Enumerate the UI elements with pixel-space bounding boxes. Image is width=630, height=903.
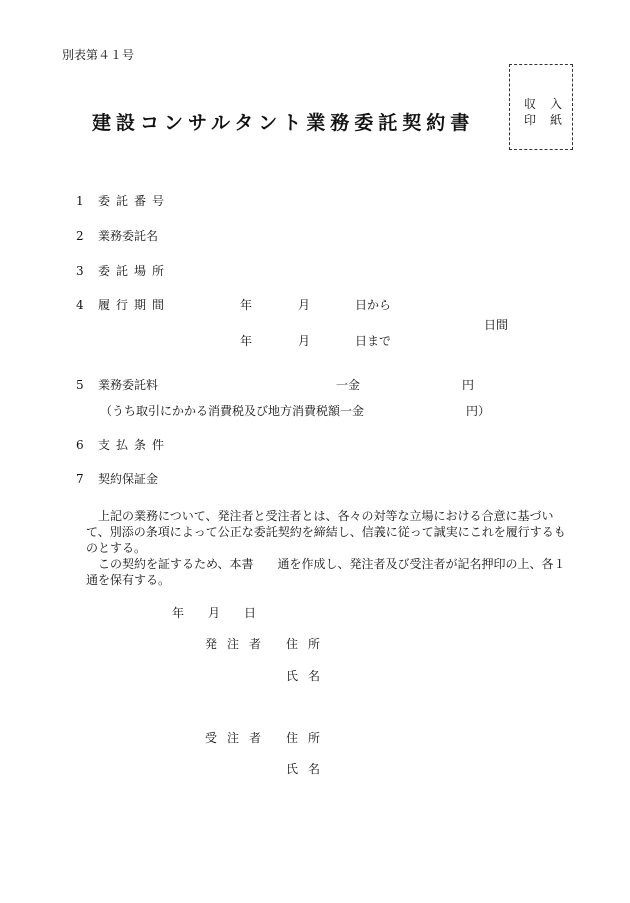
period-start-month: 月: [298, 298, 311, 312]
item-3-number: 3: [76, 264, 84, 278]
revenue-stamp-box: [509, 64, 577, 150]
fee-ikkin: 一金: [336, 378, 361, 392]
period-end-month: 月: [298, 334, 311, 348]
orderer-label: 発注者: [205, 637, 272, 651]
orderer-name-label: 氏名: [286, 669, 331, 683]
revenue-stamp-line2: 印紙: [524, 113, 577, 127]
item-4-label: 履行期間: [98, 298, 171, 312]
period-end-day: 日まで: [355, 334, 392, 348]
date-year: 年: [172, 606, 185, 620]
date-day: 日: [244, 606, 257, 620]
tax-yen: 円）: [466, 404, 491, 418]
fee-yen: 円: [462, 378, 475, 392]
tax-label: （うち取引にかかる消費税及び地方消費税額: [100, 404, 341, 418]
item-6-label: 支払条件: [98, 438, 171, 452]
item-5-label: 業務委託料: [98, 378, 159, 392]
item-2-number: 2: [76, 229, 84, 243]
paragraph-2: この契約を証するため、本書 通を作成し、発注者及び受注者が記名押印の上、各１通を保有する。: [86, 557, 566, 587]
tax-ikkin: 一金: [340, 404, 365, 418]
item-6-number: 6: [76, 438, 84, 452]
period-end-year: 年: [240, 334, 253, 348]
paragraph-1: 上記の業務について、発注者と受注者とは、各々の対等な立場における合意に基づいて、別添の条項によって公正な委託契約を締結し、信義に従って誠実にこれを履行するものとする。: [86, 509, 566, 555]
item-2-label: 業務委託名: [98, 229, 159, 243]
orderer-address-label: 住所: [286, 637, 331, 651]
contractor-label: 受注者: [205, 731, 272, 745]
contractor-name-label: 氏名: [286, 762, 331, 776]
period-start-day: 日から: [355, 298, 392, 312]
item-3-label: 委託場所: [98, 264, 171, 278]
form-number: 別表第４１号: [62, 48, 135, 62]
document-title: 建設コンサルタント業務委託契約書: [92, 112, 475, 134]
item-4-number: 4: [76, 298, 84, 312]
item-1-label: 委託番号: [98, 194, 171, 208]
item-1-number: 1: [76, 194, 84, 208]
item-5-number: 5: [76, 378, 84, 392]
period-days: 日間: [484, 318, 509, 332]
item-7-number: 7: [76, 472, 84, 486]
period-start-year: 年: [240, 298, 253, 312]
item-7-label: 契約保証金: [98, 472, 159, 486]
contractor-address-label: 住所: [286, 731, 331, 745]
revenue-stamp-line1: 収入: [524, 97, 577, 111]
contract-body: [86, 508, 572, 588]
date-month: 月: [208, 606, 221, 620]
